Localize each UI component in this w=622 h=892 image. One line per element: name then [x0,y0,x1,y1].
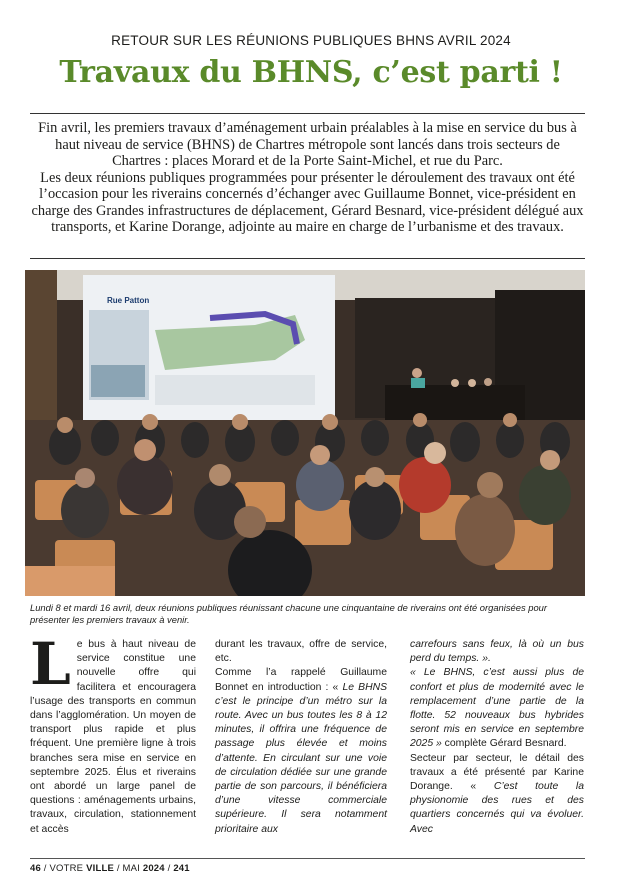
attribution-besnard: complète Gérard Besnard. [441,738,567,750]
article-title: Travaux du BHNS, c’est parti ! [59,55,563,90]
lead-paragraph-2: Les deux réunions publiques programmées pour présenter le déroulement des travaux ont été l’occasion pour les riverains concernés d’échanger avec Guillaume Bonnet, vice-président en charge des Grandes infrastructures de déplacement, Gérard Besnard, vice-président délégué aux transports, et Karine Dorange, adjointe au maire en charge de l’urbanisme et des travaux. [31,169,584,235]
body-paragraph-3 [215,666,387,836]
page-number: 46 [30,863,41,874]
body-paragraph-1: e bus à haut niveau de service constitue une nouvelle offre qui facilitera et encouragera l’usage des transports en commun dans l’agglomération. Un moyen de transport plus rapide et plus fréquent. Une première ligne à trois branches sera mise en service en septembre 2025. Élus et riverains ont abordé un large panel de questions : aménagements urbains, travaux, circulation, stationnement et accès [30,639,196,835]
page-footer [30,863,190,874]
title-rule [30,113,585,114]
body-paragraph-2: durant les travaux, offre de service, etc. [215,639,387,665]
quote-intro: Comme l’a rappelé Guillaume Bonnet en introduction : « [215,667,387,693]
footer-rule [30,858,585,859]
footer-sep-2: / MAI [113,863,143,874]
article-kicker: RETOUR SUR LES RÉUNIONS PUBLIQUES BHNS AVRIL 2024 [111,33,511,48]
lead-paragraph-1: Fin avril, les premiers travaux d’aménagement urbain préalables à la mise en service du bus à haut niveau de service (BHNS) de Chartres métropole sont lancés dans trois secteurs de Chartres : places Morard et de la Porte Saint-Michel, et rue du Parc. [38,120,577,169]
footer-sep-1: / VOTRE [40,863,87,874]
quote-bonnet: Le BHNS c’est le principe d’un métro sur la route. Avec un bus toutes les 8 à 12 minutes, il offrira une fréquence de passage plus élevée et moins d’attente. En circulant sur une voie de circulation dédiée sur une grande partie de son parcours, il bénéficiera d’une vitesse commerciale supérieure. Il sera notamment prioritaire aux [215,681,388,835]
drop-cap: L [30,630,71,698]
footer-year: 2024 [142,863,165,874]
meeting-photo [25,270,585,596]
quote-bonnet-end: carrefours sans feux, là où un bus perd du temps. ». [410,639,584,665]
footer-ville: VILLE [86,863,114,874]
body-column-2 [215,638,387,837]
photo-caption: Lundi 8 et mardi 16 avril, deux réunions publiques réunissant chacune une cinquantaine de riverains ont été organisées pour présenter les premiers travaux à venir. [30,602,548,625]
footer-issue: 241 [173,863,190,874]
quote-dorange: C’est toute la physionomie des rues et des quartiers concernés qui va évoluer. Avec [410,781,585,835]
sector-intro: Secteur par secteur, le détail des travaux a été présenté par Karine Dorange. « [410,752,584,793]
footer-sep-3: / [164,863,174,874]
body-column-3 [410,638,584,837]
body-column-1 [30,630,196,837]
article-lead [30,120,585,236]
quote-besnard: « Le BHNS, c’est aussi plus de confort et plus de modernité avec le remplacement d’une partie de la flotte. 52 nouveaux bus hybrides seront mis en service en septembre 2025 » [410,667,584,750]
body-paragraph-4 [410,666,584,751]
body-paragraph-5 [410,752,584,837]
screen-label: Rue Patton [107,296,150,305]
lead-rule [30,258,585,259]
